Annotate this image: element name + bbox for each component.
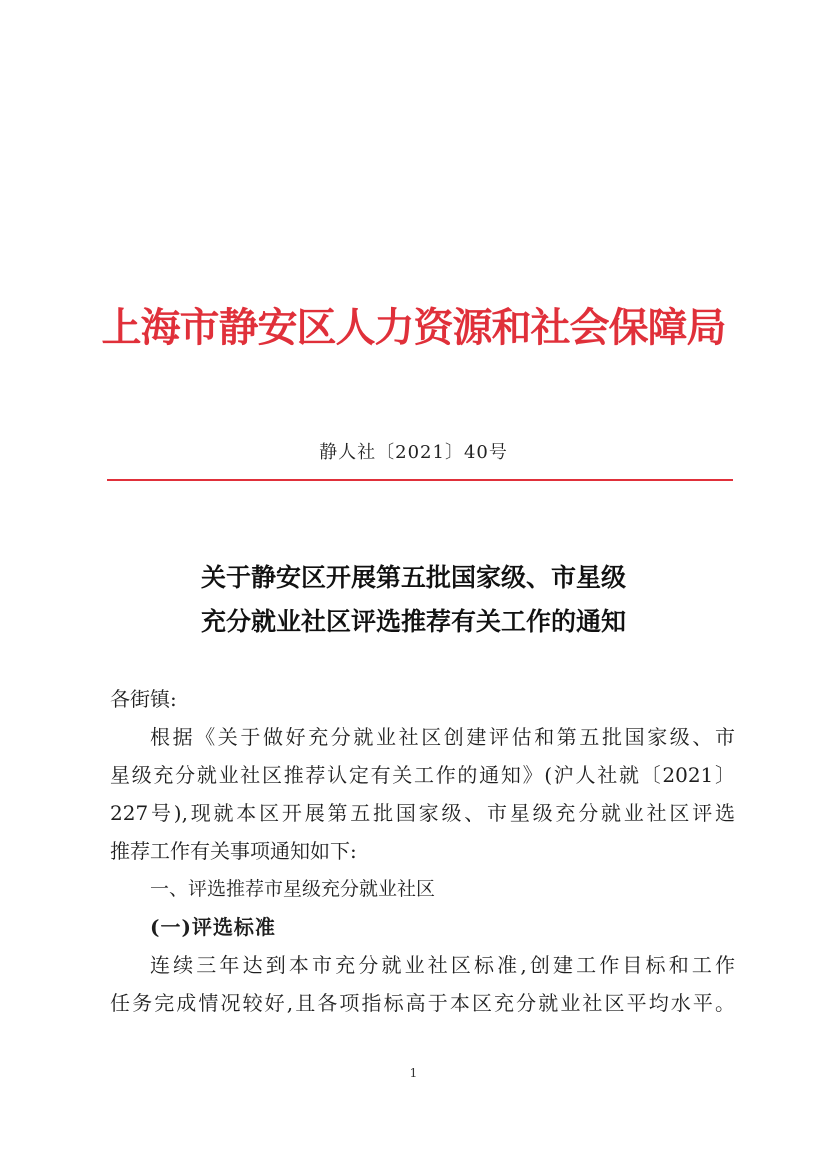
page-number: 1 <box>409 1066 418 1080</box>
section-1-heading: 一、评选推荐市星级充分就业社区 <box>150 878 436 900</box>
paragraph-2-line-2: 任务完成情况较好,且各项指标高于本区充分就业社区平均水平。 <box>110 991 735 1015</box>
subsection-1-heading: (一)评选标准 <box>150 915 276 939</box>
agency-header: 上海市静安区人力资源和社会保障局 <box>101 304 726 351</box>
paragraph-2-line-1: 连续三年达到本市充分就业社区标准,创建工作目标和工作 <box>150 953 735 977</box>
salutation: 各街镇: <box>110 687 177 711</box>
document-title <box>0 556 827 644</box>
document-body <box>110 680 735 1022</box>
paragraph-1-line-2: 星级充分就业社区推荐认定有关工作的通知》(沪人社就〔2021〕 <box>110 763 735 787</box>
document-number: 静人社〔2021〕40号 <box>319 442 508 463</box>
paragraph-1-line-1: 根据《关于做好充分就业社区创建评估和第五批国家级、市 <box>150 725 735 749</box>
paragraph-1-line-3: 227号),现就本区开展第五批国家级、市星级充分就业社区评选 <box>110 801 735 825</box>
paragraph-1-line-4: 推荐工作有关事项通知如下: <box>110 839 357 863</box>
red-divider-line <box>107 479 733 481</box>
document-title-line-1: 关于静安区开展第五批国家级、市星级 <box>200 563 626 592</box>
document-title-line-2: 充分就业社区评选推荐有关工作的通知 <box>200 607 626 636</box>
